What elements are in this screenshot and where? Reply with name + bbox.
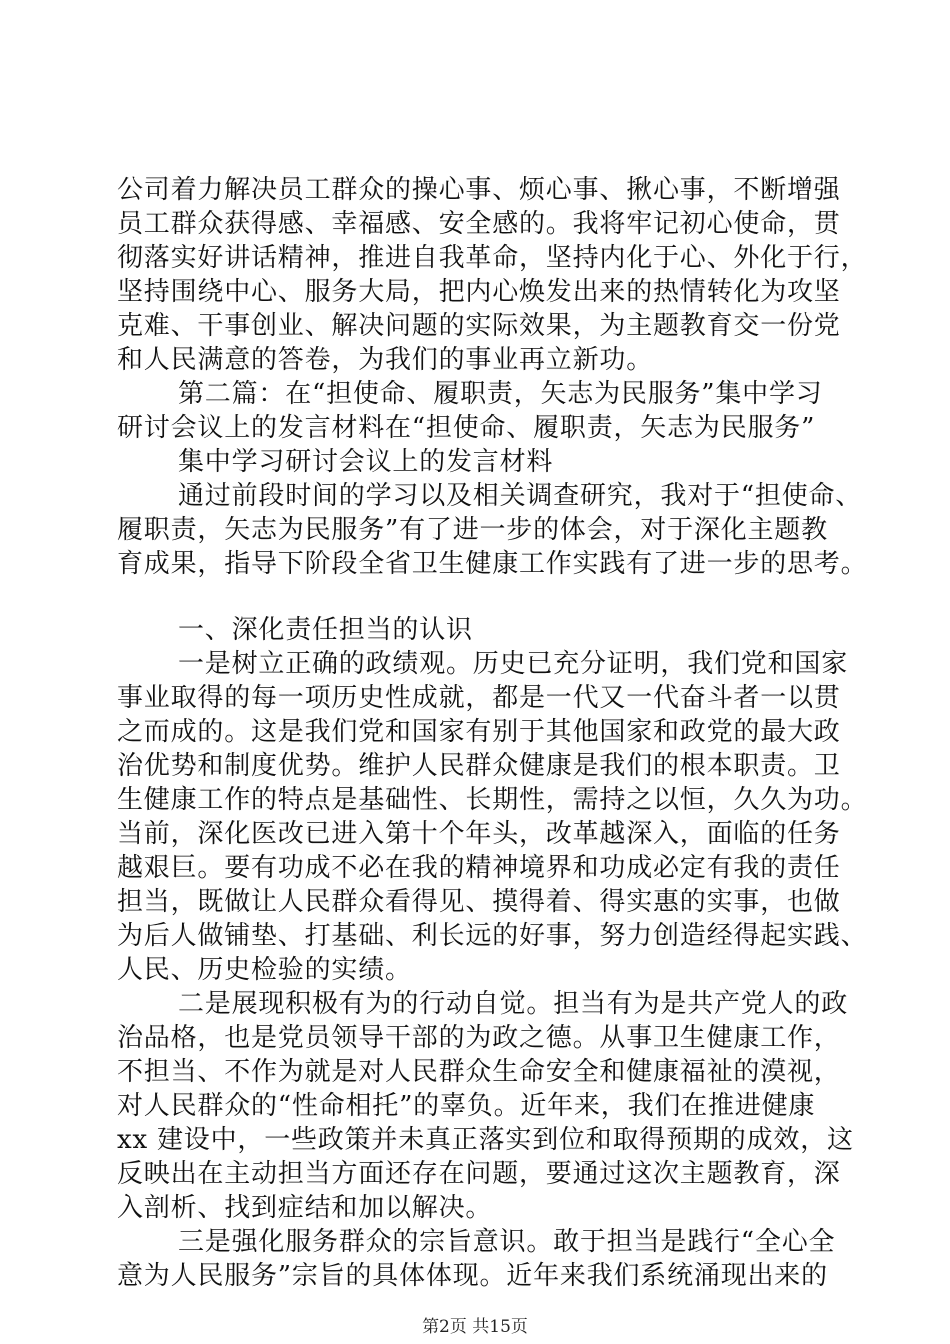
text-line: 担当，既做让人民群众看得见、摸得着、得实惠的实事，也做 [117,887,841,917]
text-line: 履职责，矢志为民服务”有了进一步的体会，对于深化主题教 [117,515,828,545]
text-line: 反映出在主动担当方面还存在问题，要通过这次主题教育，深 [117,1159,841,1189]
subsection-heading: 一、深化责任担当的认识 [178,615,473,645]
text-line: 之而成的。这是我们党和国家有别于其他国家和政党的最大政 [117,717,841,747]
text-line: 通过前段时间的学习以及相关调查研究，我对于“担使命、 [178,481,863,511]
text-line: 为后人做铺垫、打基础、利长远的好事，努力创造经得起实践、 [117,921,868,951]
text-line: 治品格，也是党员领导干部的为政之德。从事卫生健康工作， [117,1023,841,1053]
text-line: 对人民群众的“性命相托”的辜负。近年来，我们在推进健康 [117,1091,816,1121]
text-line: 事业取得的每一项历史性成就，都是一代又一代奋斗者一以贯 [117,683,841,713]
text-line: 彻落实好讲话精神，推进自我革命，坚持内化于心、外化于行， [117,243,868,273]
text-line: 人民、历史检验的实绩。 [117,955,412,985]
text-line: 三是强化服务群众的宗旨意识。敢于担当是践行“全心全 [178,1227,836,1257]
text-line: 员工群众获得感、幸福感、安全感的。我将牢记初心使命，贯 [117,209,841,239]
text-line: 治优势和制度优势。维护人民群众健康是我们的根本职责。卫 [117,751,841,781]
text-line: 和人民满意的答卷，为我们的事业再立新功。 [117,345,654,375]
page-number-footer: 第2页 共15页 [422,1317,528,1337]
text-line: 一是树立正确的政绩观。历史已充分证明，我们党和国家 [178,649,849,679]
section-heading: 第二篇：在“担使命、履职责，矢志为民服务”集中学习 [178,379,823,409]
text-line: 意为人民服务”宗旨的具体体现。近年来我们系统涌现出来的 [117,1261,828,1291]
text-line: 二是展现积极有为的行动自觉。担当有为是共产党人的政 [178,989,849,1019]
text-line: xx 建设中，一些政策并未真正落实到位和取得预期的成效，这 [117,1125,854,1155]
section-heading: 研讨会议上的发言材料在“担使命、履职责，矢志为民服务” [117,413,816,443]
text-line: 公司着力解决员工群众的操心事、烦心事、揪心事，不断增强 [117,175,841,205]
text-line: 坚持围绕中心、服务大局，把内心焕发出来的热情转化为攻坚 [117,277,841,307]
text-line: 越艰巨。要有功成不必在我的精神境界和功成必定有我的责任 [117,853,841,883]
text-line: 不担当、不作为就是对人民群众生命安全和健康福祉的漠视， [117,1057,841,1087]
section-heading: 集中学习研讨会议上的发言材料 [178,447,554,477]
text-line: 克难、干事创业、解决问题的实际效果，为主题教育交一份党 [117,311,841,341]
text-line: 入剖析、找到症结和加以解决。 [117,1193,493,1223]
text-line: 当前，深化医改已进入第十个年头，改革越深入，面临的任务 [117,819,841,849]
text-line: 育成果，指导下阶段全省卫生健康工作实践有了进一步的思考。 [117,549,868,579]
text-line: 生健康工作的特点是基础性、长期性，需持之以恒，久久为功。 [117,785,868,815]
